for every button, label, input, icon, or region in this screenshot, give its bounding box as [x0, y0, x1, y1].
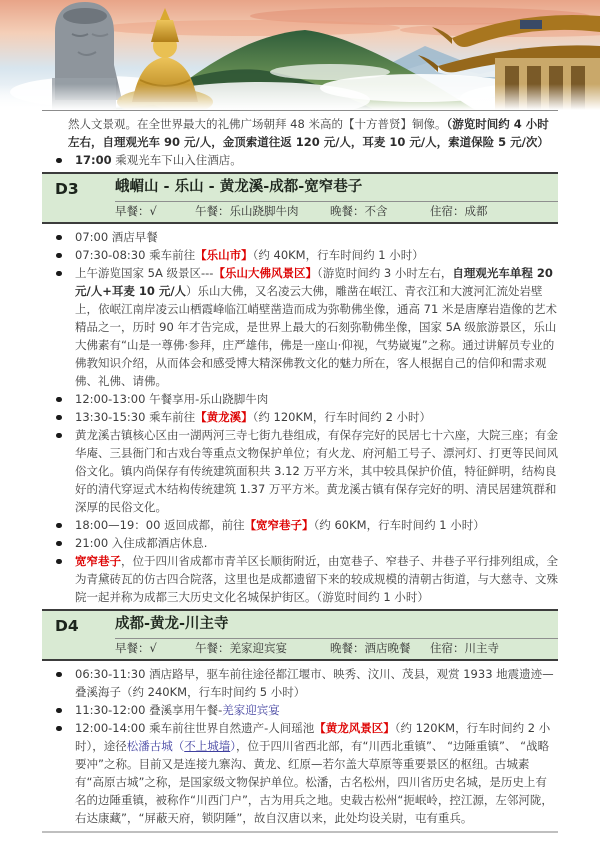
bullet-dot-icon: [56, 523, 62, 529]
day-header-row: [42, 174, 558, 202]
itinerary-bullet: [42, 426, 558, 516]
dinner-cell: 晚餐：不含: [330, 204, 388, 218]
text-segment: ，位于四川省成都市青羊区长顺街附近，由宽巷子、窄巷子、井巷子平行排列组成，全为青黛砖瓦的仿古四合院落，这里也是成都遗留下来的较成规模的清朝古街道，与大慈寺、文殊院一起并称为成都三大历史文化名城保护街区。（游览时间约 1 小时）: [75, 554, 558, 604]
meal-row-d3: [42, 202, 558, 222]
text-segment: 上午游览国家 5A 级景区---: [75, 266, 214, 280]
intro-paragraph: [42, 116, 558, 151]
text-segment: 12:00-13:00 午餐享用-乐山跷脚牛肉: [75, 392, 269, 406]
text-segment: （约 60KM，行车时间约 1 小时）: [313, 518, 485, 532]
text-segment: 黄龙溪古镇核心区由一湖两河三寺七街九巷组成，有保存完好的民居七十六座，大院三座；有金华庵、三县衙门和古戏台等重点文物保护单位；有火龙、府河船工号子、漂河灯、打更等民间风俗文化。镇内尚保存有传统建筑面积共 3.12 万平方米，其中较具保护价值，特征鲜明，结构良好的清代穿逗式木结构传统建筑 1.37 万平方米。黄龙溪古镇有保存完好的明、清民居建筑群和深厚的民俗文化。: [75, 428, 558, 514]
text-segment: 【乐山大佛风景区】: [213, 266, 317, 280]
bullet-dot-icon: [56, 235, 62, 241]
itinerary-bullet: [42, 665, 558, 701]
text-segment: 07:00 酒店早餐: [75, 230, 158, 244]
text-segment: 【黄龙风景区】: [314, 721, 395, 735]
itinerary-bullet: [42, 228, 558, 246]
itinerary-bullet: [42, 264, 558, 390]
bullet-text: [75, 721, 553, 825]
text-segment: （游览时间约 4 小时左右，自理观光车 90 元/人，金顶索道往返 120 元/人，耳麦 10 元/人，索道保险 5 元/次）: [68, 117, 549, 149]
text-segment: 11:30-12:00 叠溪享用午餐-: [75, 703, 223, 717]
itinerary-content: [42, 110, 558, 833]
day-title-d3: 峨嵋山 - 乐山 - 黄龙溪-成都-宽窄巷子: [115, 174, 558, 202]
bullet-text: [75, 536, 207, 550]
header-image: [0, 0, 600, 110]
lunch-cell: 午餐：乐山跷脚牛肉: [195, 204, 299, 218]
day-section-d4: [42, 609, 558, 661]
breakfast-cell: 早餐：√: [115, 641, 157, 655]
text-segment: 【宽窄巷子】: [244, 518, 314, 532]
dinner-cell: 晚餐：酒店晚餐: [330, 641, 411, 655]
bullet-dot-icon: [56, 253, 62, 259]
itinerary-bullet: [42, 701, 558, 719]
day-section-d3: [42, 172, 558, 224]
lunch-cell: 午餐：羌家迎宾宴: [195, 641, 287, 655]
text-segment: 06:30-11:30 酒店路早，驱车前往途径都江堰市、映秀、汶川、茂县，观赏 1933 地震遗迹—叠溪海子（约 240KM，行车时间约 5 小时）: [75, 667, 554, 699]
text-segment: ）乐山大佛，又名凌云大佛，雕凿在岷江、青衣江和大渡河汇流处岩壁上，依岷江南岸凌云山栖霞峰临江峭壁凿造而成为弥勒佛坐像，通高 71 米是唐摩岩造像的艺术精品之一，历时 90 年才告完成，是世界上最大的石刻弥勒佛坐像，国家 5A 级旅游景区，乐山大佛素有“山是一尊佛·参拜，庄严雄伟，佛是一座山·仰视，气势崴嵬”之称。通过讲解员专业的佛教知识介绍，从而体会和感受博大精深佛教文化的魅力所在，客人根据自己的信仰和需求观佛、礼佛、请佛。: [75, 284, 557, 388]
itinerary-bullet: [42, 151, 558, 169]
itinerary-bullet: [42, 408, 558, 426]
text-segment: （约 120KM，行车时间约 2 小时），途径: [75, 721, 551, 753]
text-segment: 乘观光车下山入住酒店。: [111, 153, 242, 167]
itinerary-bullet: [42, 246, 558, 264]
day-title-d4: 成都-黄龙-川主寺: [115, 611, 558, 639]
bullet-dot-icon: [56, 433, 62, 439]
day-label-d3: D3: [55, 180, 79, 198]
text-segment: 宽窄巷子: [75, 554, 121, 568]
text-segment: 17:00: [75, 153, 112, 167]
text-segment: （约 120KM，行车时间约 2 小时）: [252, 410, 432, 424]
bullet-text: [75, 554, 558, 604]
bullet-dot-icon: [56, 708, 62, 714]
bullet-text: [75, 248, 424, 262]
bullet-text: [75, 410, 431, 424]
bullet-dot-icon: [56, 672, 62, 678]
day-header-row: [42, 611, 558, 639]
lodging-cell: 住宿：成都: [430, 204, 488, 218]
text-segment: 18:00—19：00 返回成都，前往: [75, 518, 245, 532]
day-label-d4: D4: [55, 617, 79, 635]
bullet-text: [75, 266, 557, 388]
lodging-cell: 住宿：川主寺: [430, 641, 499, 655]
bullet-text: [75, 153, 242, 167]
text-segment: 羌家迎宾宴: [222, 703, 280, 717]
itinerary-bullet: [42, 719, 558, 827]
text-segment: 【乐山市】: [195, 248, 253, 262]
d3-itinerary-bullets: [42, 228, 558, 606]
bullet-dot-icon: [56, 726, 62, 732]
itinerary-bullet: [42, 516, 558, 534]
text-segment: （约 40KM，行车时间约 1 小时）: [252, 248, 424, 262]
text-segment: 13:30-15:30 乘车前往: [75, 410, 196, 424]
text-segment: 松潘古城: [126, 739, 173, 753]
text-segment: ）: [230, 739, 236, 753]
bullet-dot-icon: [56, 397, 62, 403]
text-segment: 07:30-08:30 乘车前往: [75, 248, 196, 262]
bullet-text: [75, 667, 554, 699]
bullet-text: [75, 428, 558, 514]
itinerary-bullet: [42, 390, 558, 408]
text-segment: （: [172, 739, 185, 753]
mist-fade: [0, 84, 600, 110]
text-segment: （游览时间约 3 小时左右，: [316, 266, 453, 280]
bullet-dot-icon: [56, 271, 62, 277]
bullet-dot-icon: [56, 158, 62, 164]
bullet-text: [75, 392, 268, 406]
text-segment: ，位于四川省西北部，有“川西北重镇”、 “边陲重镇”、 “战略要冲”之称。目前又是连接九寨沟、黄龙、红原—若尔盖大草原等重要景区的枢纽。古城素有“高原古城”之称，是国家级文物保护单位。松潘，古名松州，四川省历史名城，是历史上有名的边陲重镇，被称作“川西门户”，古为用兵之地。史载古松州“扼岷岭，控江源，左邻河陇，右达康藏”，“屏蔽天府，锁阴陲”，故自汉唐以来，此处均设关尉，屯有重兵。: [75, 739, 553, 825]
bullet-dot-icon: [56, 415, 62, 421]
bullet-dot-icon: [56, 559, 62, 565]
text-segment: 【黄龙溪】: [195, 410, 253, 424]
itinerary-bullet: [42, 552, 558, 606]
itinerary-bullet: [42, 534, 558, 552]
bullet-text: [75, 703, 280, 717]
text-segment: 自理观光车单程 20 元/人+耳麦 10 元/人: [75, 266, 553, 298]
text-segment: 然人文景观。在全世界最大的礼佛广场朝拜 48 米高的【十方普贤】铜像。: [68, 117, 447, 131]
text-segment: 21:00 入住成都酒店休息.: [75, 536, 208, 550]
bottom-divider: [42, 831, 558, 833]
meal-row-d4: [42, 639, 558, 659]
d4-itinerary-bullets: [42, 665, 558, 827]
header-montage-graphic: [0, 0, 600, 110]
bullet-text: [75, 230, 158, 244]
bullet-text: [75, 518, 485, 532]
bullet-dot-icon: [56, 541, 62, 547]
text-segment: 12:00-14:00 乘车前往世界自然遗产-人间瑶池: [75, 721, 315, 735]
breakfast-cell: 早餐：√: [115, 204, 157, 218]
pre-section-bullets: [42, 151, 558, 169]
text-segment: 不上城墙: [184, 739, 231, 753]
